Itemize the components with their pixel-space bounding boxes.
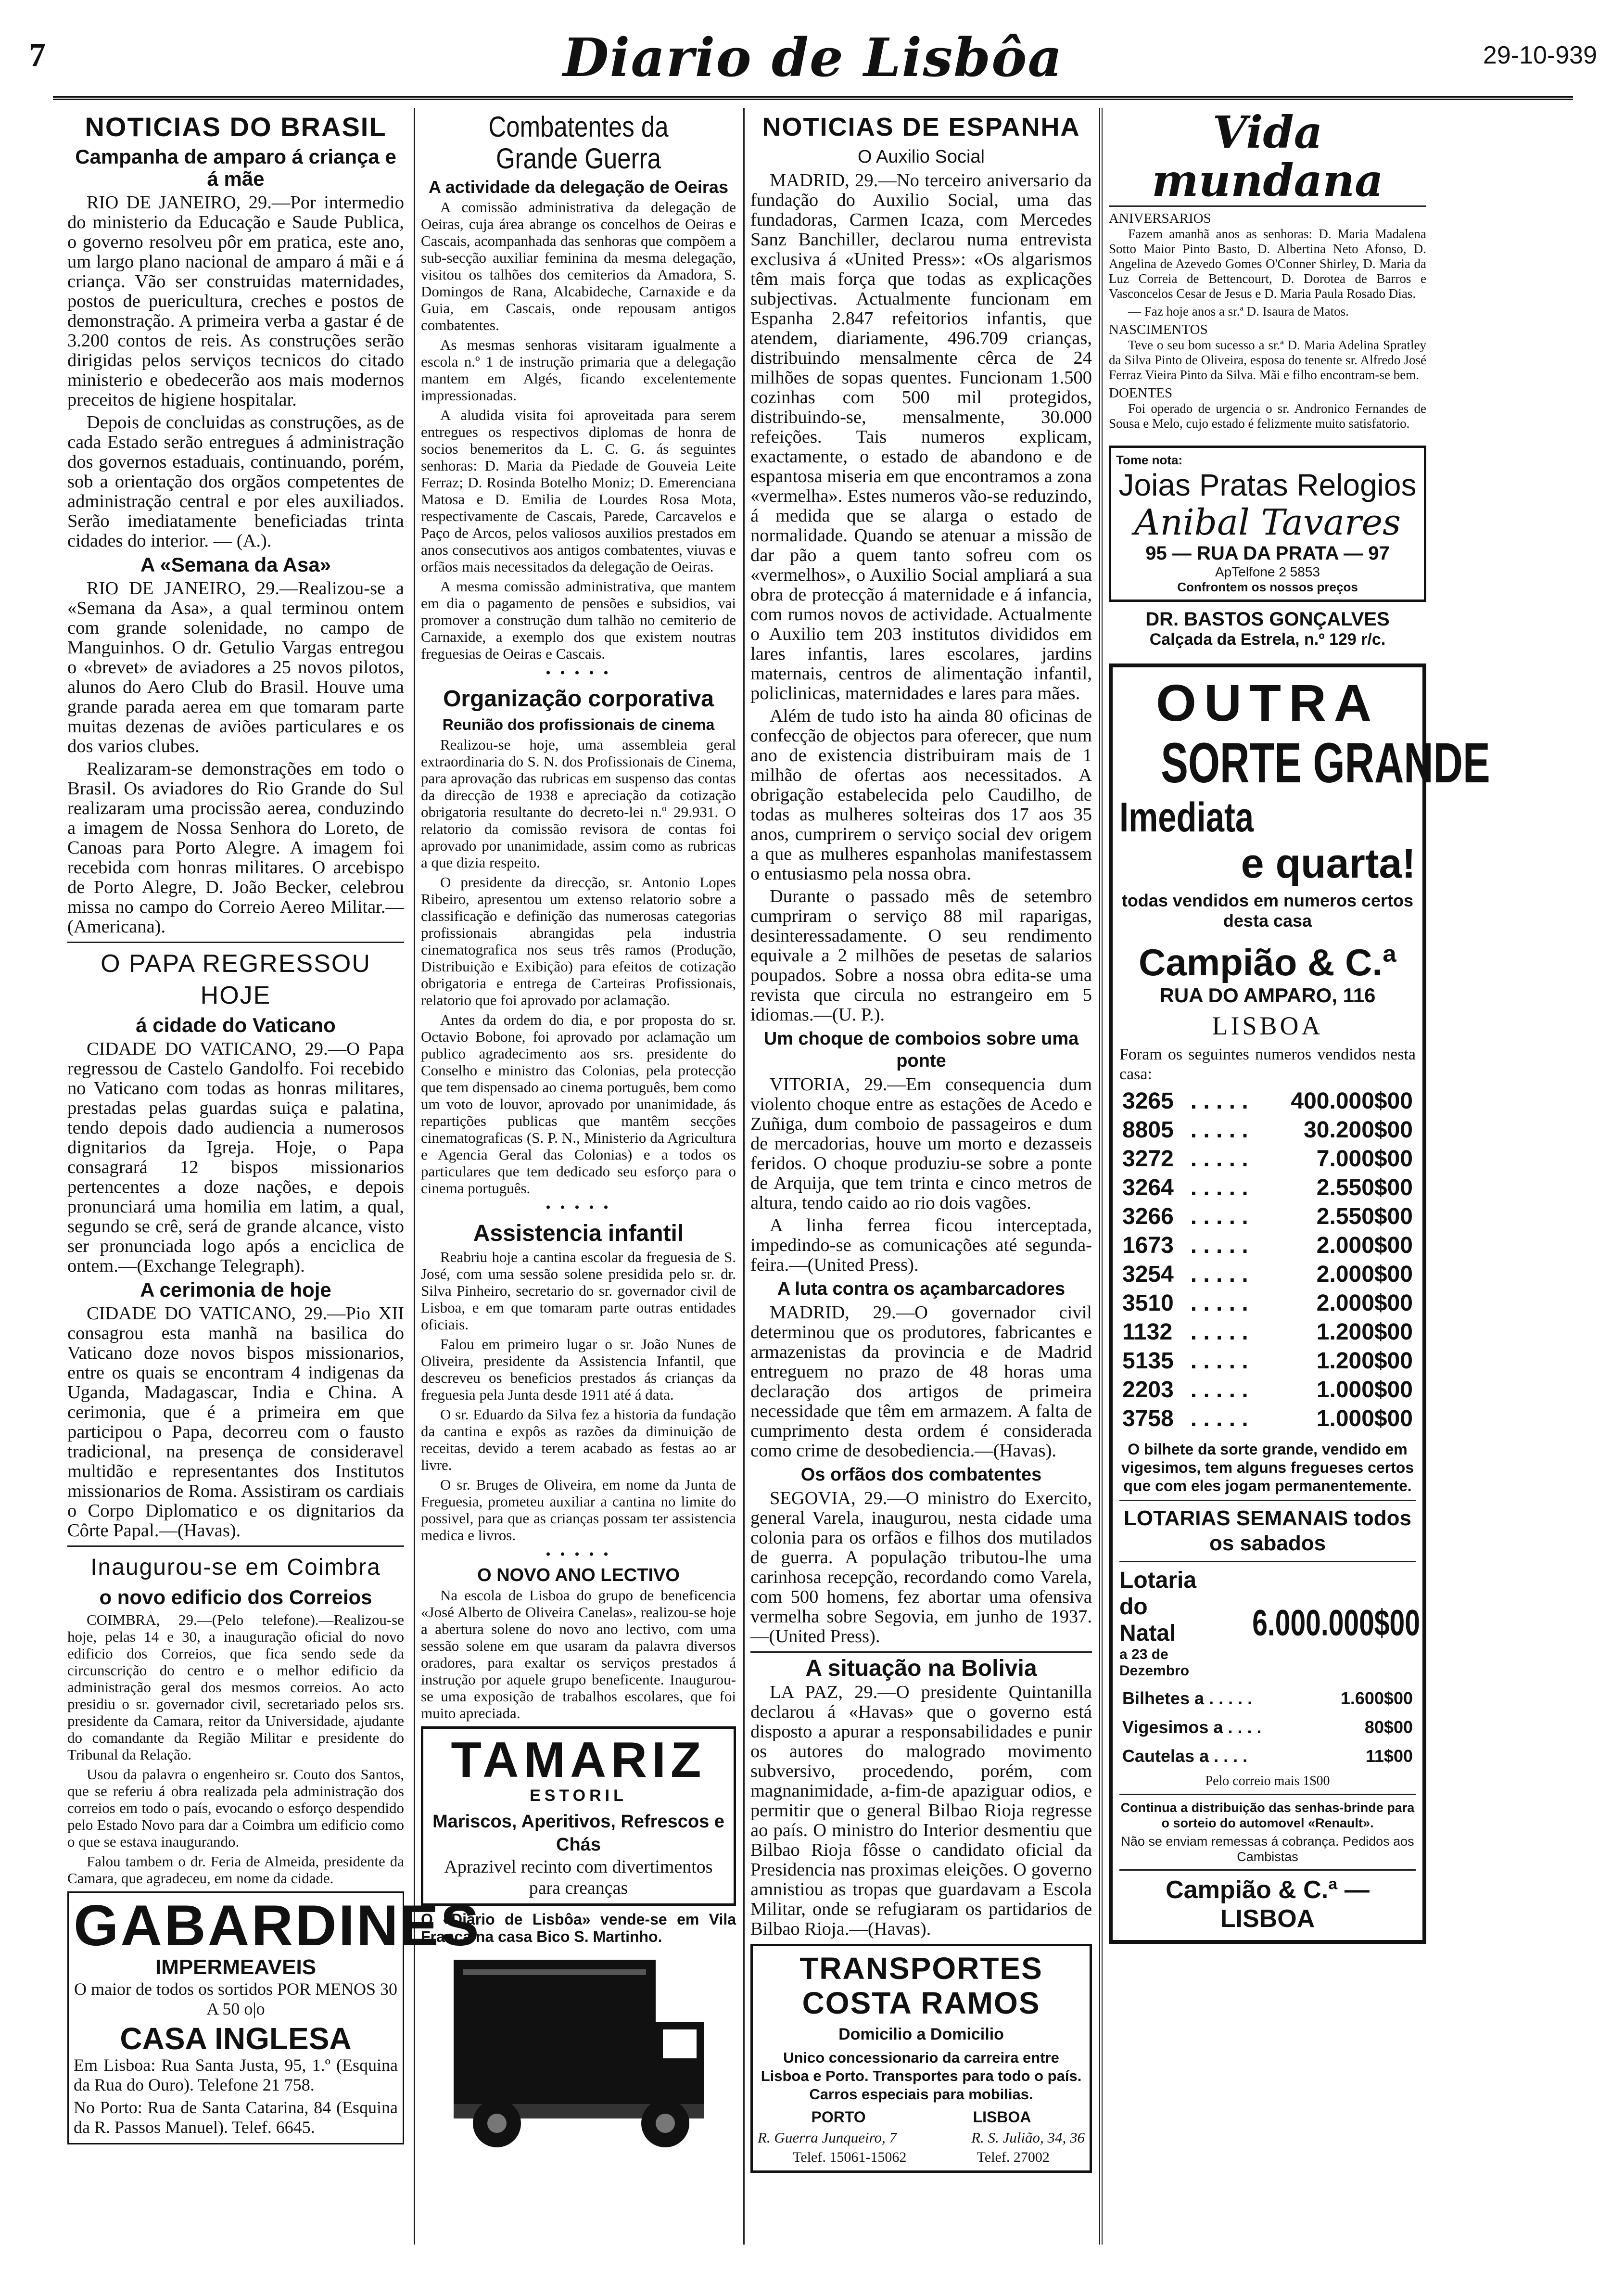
column-3 (750, 108, 1092, 2245)
subhead-brasil: Campanha de amparo á criança e á mãe (75, 145, 396, 190)
subhead-luta: A luta contra os açambarcadores (777, 1279, 1066, 1299)
ad-campiao-city: LISBOA (1212, 1011, 1323, 1040)
winning-prize: 1.000$00 (1316, 1377, 1413, 1403)
article-text: MADRID, 29.—O governador civil determinou que os produtores, fabricantes e armazenistas da provincia e de Madrid entreguem no prazo de 48 horas uma declaração dos artigos de primeira necessidade que têm em armazem. A falta de cumprimento desta ordem é considerada como crime de desobediencia.—(Havas). (750, 1302, 1092, 1461)
ad-outra: OUTRA (1156, 674, 1379, 732)
headline-vida-mundana: Vida mundana (1152, 106, 1383, 206)
winning-prize: 1.200$00 (1316, 1348, 1413, 1374)
winning-number-row (1119, 1202, 1416, 1231)
ad-nao: Não se enviam remessas á cobrança. Pedidos aos Cambistas (1121, 1834, 1414, 1864)
ad-continua: Continua a distribuição das senhas-brinde para o sorteio do automovel «Renault». (1120, 1800, 1415, 1830)
leader-dots: . . . . . (1190, 1088, 1248, 1114)
headline-brasil: NOTICIAS DO BRASIL (85, 112, 387, 142)
ad-joias-addr: 95 — RUA DA PRATA — 97 (1145, 543, 1390, 564)
headline-papa: O PAPA REGRESSOU HOJE (101, 950, 371, 1009)
article-text: Na escola de Lisboa do grupo de beneficencia «José Alberto de Oliveira Canelas», realizou-se hoje a abertura solene do novo ano lectivo, com uma sessão solene em que usaram da palavra diversos oradores, para exaltar os serviços prestados á instrução por aquele grupo beneficente. Inaugurou-se uma exposição de trabalhos escolares, que foi muito apreciada. (421, 1587, 736, 1722)
winning-number: 8805 (1122, 1117, 1174, 1143)
article-text: COIMBRA, 29.—(Pelo telefone).—Realizou-se hoje, pelas 14 e 30, a inauguração oficial do novo edificio dos Correios, que fica sendo sede da circunscrição do centro e o melhor edificio da administração geral dos mesmos correios. Ao acto presidiu o sr. governador civil, secretariado pelos srs. presidente da Camara, reitor da Universidade, ajudante do comandante da Região Militar e presidente do Tribunal da Relação. (67, 1611, 404, 1763)
winning-prize: 2.000$00 (1316, 1233, 1413, 1258)
subhead-organizacao: Reunião dos profissionais de cinema (442, 716, 715, 733)
ad-quarta: e quarta! (1241, 841, 1416, 887)
article-text: SEGOVIA, 29.—O ministro do Exercito, general Varela, inaugurou, nesta cidade uma colonia para os orfãos e filhos dos mutilados de guerra. A população tributou-lhe uma carinhosa recepção, recordando como Varela, com 500 homens, fez abortar uma ofensiva vermelha sobre Segovia, em junho de 1937.—(United Press). (750, 1488, 1092, 1646)
leader-dots: . . . . . (1190, 1204, 1248, 1229)
leader-dots: . . . . . (1190, 1348, 1248, 1374)
winning-prize: 400.000$00 (1291, 1088, 1413, 1114)
winning-number-row (1119, 1145, 1416, 1174)
winning-number: 3510 (1122, 1290, 1174, 1316)
headline-assistencia: Assistencia infantil (473, 1221, 684, 1246)
ad-lotarias-semanais: LOTARIAS SEMANAIS todos os sabados (1123, 1506, 1412, 1555)
leader-dots: . . . . . (1190, 1377, 1248, 1403)
ad-gabardines-shop: CASA INGLESA (120, 2021, 352, 2056)
price-value: 11$00 (1365, 1746, 1413, 1766)
winning-number-row (1119, 1260, 1416, 1289)
subhead-coimbra: o novo edificio dos Correios (99, 1586, 372, 1608)
winning-prize: 7.000$00 (1316, 1146, 1413, 1172)
ad-natal-date: a 23 de Dezembro (1119, 1646, 1190, 1679)
article-text: Depois de concluidas as construções, as de cada Estado serão entregues á administração dos governos estaduais, continuando, porém, sob a orientação dos orgãos competentes de administração central e por eles auxiliados. Serão imediatamente beneficiadas trinta cidades do interior. — (A.). (67, 412, 404, 551)
winning-number-row (1119, 1087, 1416, 1116)
ad-tamariz-line1: Mariscos, Aperitivos, Refrescos e Chás (432, 1812, 724, 1855)
price-label: Bilhetes a . . . . . (1122, 1688, 1253, 1708)
subhead-espanha: O Auxilio Social (857, 147, 985, 167)
ad-imediata: Imediata (1119, 794, 1254, 841)
ad-sorte-grande: SORTE GRANDE (1161, 731, 1490, 795)
ad-doctor-addr: Calçada da Estrela, n.º 129 r/c. (1149, 630, 1386, 649)
divider (1119, 1500, 1416, 1501)
article-text: Falou em primeiro lugar o sr. João Nunes de Oliveira, presidente da Assistencia Infantil, que descreveu os beneficios prestados ás crianças da freguesia pela Junta desde 1911 até á data. (421, 1336, 736, 1403)
article-text: A aludida visita foi aproveitada para serem entregues os respectivos diplomas de honra de socios benemeritos da L. C. G. ás seguintes senhoras: D. Maria da Piedade de Gouveia Leite Ferraz; D. Rosinda Botelho Moniz; D. Emerenciana Matosa e D. Emilia de Lourdes Rosa Mota, respectivamente de Cascais, Parede, Carcavelos e Paço de Arcos, pelos valiosos auxilios prestados em anos consecutivos aos antigos combatentes, viuvas e orfãos mais necessitados da delegação de Oeiras. (421, 407, 736, 575)
issue-date: 29-10-939 (1483, 41, 1597, 69)
article-text: A mesma comissão administrativa, que mantem em dia o pagamento de pensões e subsidios, vai promover a construção dum talhão no cemiterio de Carnaxide, a exemplo dos que existem noutras freguesias de Oeiras e Cascais. (421, 578, 736, 662)
divider (67, 1545, 404, 1547)
article-text: CIDADE DO VATICANO, 29.—O Papa regressou de Castelo Gandolfo. Foi recebido no Vaticano com todas as honras militares, prestadas pelas guardas suiça e palatina, tendo depois dado audiencia a numerosos dignitarios da Igreja. Hoje, o Papa consagrará 12 bispos missionarios pertencentes a doze nações, e depois pronunciará uma homilia em latim, a qual, segundo se crê, será de grande alcance, visto ser pronunciada logo após a enciclica de ontem.—(Exchange Telegraph). (67, 1039, 404, 1276)
price-row (1119, 1684, 1416, 1713)
ad-natal-value: 6.000.000$00 (1252, 1603, 1420, 1644)
divider (750, 1651, 1092, 1653)
winning-prize: 2.550$00 (1316, 1175, 1413, 1200)
subhead-asa: A «Semana da Asa» (140, 553, 331, 576)
article-text: Falou tambem o dr. Feria de Almeida, presidente da Camara, que agradeceu, em nome da cidade. (67, 1853, 404, 1887)
leader-dots: . . . . . (1190, 1175, 1248, 1200)
page-header (29, 26, 1597, 94)
winning-number: 3264 (1122, 1175, 1174, 1200)
article-text: O sr. Eduardo da Silva fez a historia da fundação da cantina e expôs as razões da diminuição de receitas, devido a terem acabado as festas ao ar livre. (421, 1406, 736, 1473)
leader-dots: . . . . . (1190, 1319, 1248, 1345)
ornament-divider: • • • • • (546, 1199, 611, 1215)
winning-number-row (1119, 1116, 1416, 1145)
ad-natal-label: Lotaria do Natal (1119, 1568, 1197, 1646)
article-text: RIO DE JANEIRO, 29.—Por intermedio do ministerio da Educação e Saude Publica, o governo resolveu pôr em pratica, este ano, um largo plano nacional de amparo á mãi e á criança. Vão ser construidas maternidades, postos de puericultura, creches e postos de demonstração. A primeira verba a gastar é de 3.200 contos de reis. As construções serão dirigidas pelos serviços tecnicos do citado ministerio e obedecerão aos mais modernos preceitos de higiene hospitalar. (67, 192, 404, 410)
ad-gabardines-text: O maior de todos os sortidos POR MENOS 30 A 50 o|o (74, 1979, 398, 2018)
article-text: Antes da ordem do dia, e por proposta do sr. Octavio Bobone, foi aprovado por aclamação um publico agradecimento aos srs. presidente do Conselho e ministro das Colonias, pela protecção que tem dispensado ao cinema português, bem como um voto de louvor, aprovado por unanimidade, ás repartições publicas que mantêm secções cinematograficas (S. P. N., Ministerio da Agricultura e Agencia Geral das Colonias) e a todos os particulares que tem dedicado seu esforço para o cinema português. (421, 1011, 736, 1197)
price-value: 80$00 (1364, 1717, 1413, 1737)
headline-lectivo: O NOVO ANO LECTIVO (477, 1565, 680, 1585)
ad-joias-tag: Tome nota: (1116, 453, 1183, 467)
headline-bolivia: A situação na Bolivia (805, 1656, 1037, 1681)
ad-joias-note: Confrontem os nossos preços (1177, 580, 1358, 594)
headline-espanha: NOTICIAS DE ESPANHA (762, 113, 1080, 141)
winning-number: 2203 (1122, 1377, 1174, 1403)
ad-campiao-name: Campião & C.ª (1139, 941, 1396, 983)
article-text: Realizou-se hoje, uma assembleia geral extraordinaria do S. N. dos Profissionais de Cinema, para aprovação das rubricas em suspenso das contas da direcção de 1938 e apreciação da cotização obrigatoria resultante do decreto-lei n.º 29.931. O relatorio da comissão revisora de contas foi aprovado por unanimidade, assim como as rubricas a que dizia respeito. (421, 736, 736, 871)
ad-joias-name: Anibal Tavares (1134, 502, 1401, 543)
subhead-cerimonia: A cerimonia de hoje (140, 1278, 331, 1301)
column-2 (421, 108, 736, 2245)
leader-dots: . . . . . (1190, 1406, 1248, 1431)
winning-number-row (1119, 1231, 1416, 1260)
ad-doctor-name: DR. BASTOS GONÇALVES (1145, 609, 1390, 630)
article-text: LA PAZ, 29.—O presidente Quintanilla declarou á «Havas» que o governo está disposto a apurar a responsabilidades e punir os autores do malogrado movimento subversivo, procedendo, porém, com magnanimidade, a-fim-de apaziguar odios, e permitir que o general Bilbao Rioja regresse ao país. O ministro do Interior desmentiu que Bilbao Rioja fôsse o candidato oficial da Presidencia nas proximas eleições. O governo amnistiou as tropas que guardavam a Escola Militar, onde se refugiaram os partidarios de Bilbao Rioja.—(Havas). (750, 1682, 1092, 1939)
winning-prize: 1.200$00 (1316, 1319, 1413, 1345)
ad-campiao (1109, 664, 1490, 1944)
divider (67, 942, 404, 943)
vm-aniversarios-head: ANIVERSARIOS (1109, 211, 1211, 226)
ad-campiao-footer: Campião & C.ª — LISBOA (1166, 1876, 1370, 1933)
ad-costa-text: Unico concessionario da carreira entre Lisboa e Porto. Transportes para todo o país. Carros especiais para mobilias. (761, 2049, 1082, 2103)
article-text: VITORIA, 29.—Em consequencia dum violento choque entre as estações de Acedo e Zuñiga, dum comboio de passageiros e dum de mercadorias, houve um morto e dezasseis feridos. O choque produziu-se sobre a ponte de Arquija, que tem trinta e cinco metros de altura, tendo caido ao rio dois vagões. (750, 1074, 1092, 1213)
leader-dots: . . . . . (1190, 1233, 1248, 1258)
divider (1119, 1561, 1416, 1562)
winning-number: 1132 (1122, 1319, 1173, 1345)
winning-number-row (1119, 1376, 1416, 1404)
ad-costa-lisboa: LISBOA (973, 2108, 1031, 2126)
winning-numbers-table (1119, 1087, 1416, 1433)
ornament-divider: • • • • • (546, 665, 611, 681)
vm-nascimentos-head: NASCIMENTOS (1109, 322, 1208, 337)
vila-franca-note: O «Diario de Lisbôa» vende-se em Vila Franca na casa Bico S. Martinho. (421, 1911, 736, 1945)
ornament-divider: • • • • • (546, 1546, 611, 1562)
article-text: As mesmas senhoras visitaram igualmente a escola n.º 1 de instrução primaria que a delegação mantem em Algés, ficando excelentemente impressionadas. (421, 336, 736, 404)
price-row (1119, 1713, 1416, 1742)
vm-aniversarios-text: Fazem amanhã anos as senhoras: D. Maria Madalena Sotto Maior Pinto Basto, D. Albertina Neto Afonso, D. Angelina de Azevedo Gomes O'Conner Shirley, D. Maria da Luz Correia de Bettencourt, D. Dorotea de Barros e Vasconcelos Cesar de Jesus e D. Maria Paula Rosado Dias. (1109, 227, 1426, 301)
winning-number: 3266 (1122, 1204, 1174, 1229)
vm-nascimentos-text: Teve o seu bom sucesso a sr.ª D. Maria Adelina Spratley da Silva Pinto de Oliveira, esposa do tenente sr. Alfredo José Ferraz Vieira Pinto da Silva. Mãi e filho encontram-se bem. (1109, 338, 1426, 382)
ad-campiao-addr: RUA DO AMPARO, 116 (1159, 984, 1376, 1007)
vm-doentes-head: DOENTES (1109, 385, 1173, 401)
article-text: Realizaram-se demonstrações em todo o Brasil. Os aviadores do Rio Grande do Sul realizaram uma procissão aerea, conduzindo a imagem de Nossa Senhora do Loreto, de Canoas para Porto Alegre. A imagem foi recebida com honras militares. O arcebispo de Porto Alegre, D. João Becker, celebrou missa no campo do Correio Aereo Militar.—(Americana). (67, 759, 404, 937)
masthead: Diario de Lisbôa (563, 26, 1063, 89)
ad-vendidos: todas vendidos em numeros certos desta casa (1121, 891, 1414, 931)
ad-campiao-foram: Foram os seguintes numeros vendidos nesta casa: (1119, 1046, 1416, 1083)
price-value: 1.600$00 (1340, 1688, 1413, 1708)
ad-costa-lisboa-addr: R. S. Julião, 34, 36 (971, 2129, 1085, 2146)
winning-number-row (1119, 1289, 1416, 1318)
winning-prize: 1.000$00 (1316, 1406, 1413, 1431)
ad-costa-ramos (750, 1944, 1092, 2173)
ad-gabardines (67, 1891, 481, 2144)
ad-costa-title: TRANSPORTES COSTA RAMOS (799, 1951, 1043, 2020)
article-text: Durante o passado mês de setembro cumpriram o serviço 88 mil raparigas, desinteressadamente. O seu rendimento equivale a 2 milhões de pesetas de salarios poupados. Sobre a nossa obra edita-se uma revista que circula no estrangeiro em 5 idiomas.—(U. P.). (750, 886, 1092, 1025)
winning-number: 1673 (1122, 1233, 1174, 1258)
vm-doentes-text: Foi operado de urgencia o sr. Andronico Fernandes de Sousa e Melo, cujo estado é felizmente muito satisfatorio. (1109, 401, 1426, 431)
winning-number: 3254 (1122, 1262, 1174, 1287)
article-text: CIDADE DO VATICANO, 29.—Pio XII consagrou esta manhã na basilica do Vaticano doze novos bispos missionarios, entre os quais se encontram 4 indigenas da Uganda, Madagascar, India e China. A cerimonia, que é a primeira em que participou o Papa, decorreu com o fausto tradicional, na presença de consideravel multidão e representantes dos Institutos missionarios de Roma. Assistiram os cardiais o Corpo Diplomatico e os dignitarios da Côrte Papal.—(Havas). (67, 1303, 404, 1541)
winning-prize: 30.200$00 (1304, 1117, 1413, 1143)
article-text: O presidente da direcção, sr. Antonio Lopes Ribeiro, apresentou um extenso relatorio sobre a classificação e definição das numerosas categorias profissionais abrangidas pela industria cinematografica nos seus três ramos (Produção, Distribuição e Exibição) para efeitos de cotização obrigatoria e entrega de Carteiras Profissionais, relatorio que foi aprovado por aclamação. (421, 874, 736, 1008)
price-row (1119, 1742, 1416, 1771)
article-text: Além de tudo isto ha ainda 80 oficinas de confecção de objectos para oferecer, que num ano de existencia distribuiram mais de 1 milhão de ofertas aos necessitados. A obrigação estabelecida pelo Caudilho, de todas as mulheres solteiras dos 17 aos 35 anos, cumprirem o serviço social dev origem a que as mulheres espanholas manifestassem o entusiasmo pela nossa obra. (750, 706, 1092, 884)
winning-prize: 2.000$00 (1316, 1262, 1413, 1287)
winning-prize: 2.000$00 (1316, 1290, 1413, 1316)
ad-tamariz-line2: Aprazivel recinto com divertimentos para creanças (444, 1857, 713, 1898)
winning-prize: 2.550$00 (1316, 1204, 1413, 1229)
page-number: 7 (29, 37, 46, 74)
divider (1119, 1794, 1416, 1795)
column-1 (67, 108, 481, 2245)
ad-gabardines-lisboa: Em Lisboa: Rua Santa Justa, 95, 1.º (Esquina da Rua do Ouro). Telefone 21 758. (74, 2055, 398, 2094)
headline-coimbra: Inaugurou-se em Coimbra (90, 1555, 381, 1580)
ad-correio: Pelo correio mais 1$00 (1205, 1774, 1330, 1788)
ad-bilhete-note: O bilhete da sorte grande, vendido em vigesimos, tem alguns fregueses certos que com eles jogam permanentemente. (1121, 1441, 1414, 1494)
article-text: MADRID, 29.—No terceiro aniversario da fundação do Auxilio Social, uma das fundadoras, Carmen Icaza, com Mercedes Sanz Banchiller, declarou numa entrevista exclusiva á «United Press»: «Os algarismos têm mais força que todas as explicações subjectivas. Actualmente funcionam em Espanha 2.847 refeitorios infantis, que atendem, diariamente, 496.709 crianças, distribuindo mensalmente cêrca de 24 milhões de sopas quentes. Funcionam 1.500 cozinhas com 500 mil protegidos, distribuindo-se, mensalmente, 30.000 refeições. Tais numeros explicam, exactamente, o estado de abandono e de espantosa miseria em que encontramos a zona «vermelha». Estes numeros vão-se reduzindo, á medida que se alarga o estado de normalidade. Quando se atenuar a missão de dar pão a quem tanto sofreu com os «vermelhos», o Auxilio Social ampliará a sua obra de protecção á maternidade e á infancia, com rumos novos de actividade. Actualmente o Auxilio tem 203 institutos divididos em lares infantis, lares escolares, jardins maternais, centros de alimentação infantil, policlinicas, maternidades e lares para mães. (750, 170, 1092, 703)
ad-gabardines-sub: IMPERMEAVEIS (155, 1955, 317, 1979)
divider (1119, 1869, 1416, 1871)
column-rule (743, 108, 745, 2245)
article-text: A linha ferrea ficou interceptada, impedindo-se as comunicações até segunda-feira.—(United Press). (750, 1215, 1092, 1275)
subhead-combatentes: A actividade da delegação de Oeiras (429, 177, 728, 197)
ad-gabardines-title: GABARDINES (74, 1893, 481, 1958)
winning-number: 3758 (1122, 1406, 1174, 1431)
winning-number: 3272 (1122, 1146, 1174, 1172)
winning-number-row (1119, 1318, 1416, 1347)
price-label: Cautelas a . . . . (1122, 1746, 1248, 1766)
price-label: Vigesimos a . . . . (1122, 1717, 1262, 1737)
ad-tamariz-place: ESTORIL (530, 1786, 627, 1805)
article-text: O sr. Bruges de Oliveira, em nome da Junta de Freguesia, prometeu auxiliar a cantina no limite do possivel, para que as crianças possam ter assistencia medica e livros. (421, 1476, 736, 1544)
ad-tamariz (421, 1726, 736, 1906)
ad-anibal-tavares (1109, 446, 1426, 602)
headline-organizacao: Organização corporativa (443, 686, 714, 712)
leader-dots: . . . . . (1190, 1146, 1248, 1172)
winning-number-row (1119, 1404, 1416, 1433)
ad-tamariz-title: TAMARIZ (451, 1732, 706, 1788)
leader-dots: . . . . . (1190, 1262, 1248, 1287)
winning-number: 5135 (1122, 1348, 1174, 1374)
column-rule (1099, 108, 1103, 2245)
vm-aniversarios-text: — Faz hoje anos a sr.ª D. Isaura de Matos. (1128, 304, 1349, 319)
truck-illustration (444, 1950, 713, 2157)
subhead-choque: Um choque de comboios sobre uma ponte (763, 1029, 1079, 1071)
leader-dots: . . . . . (1190, 1290, 1248, 1316)
column-4 (1109, 106, 1490, 2245)
winning-number: 3265 (1122, 1088, 1174, 1114)
subhead-papa: á cidade do Vaticano (136, 1014, 336, 1036)
ad-joias-title: Joias Pratas Relogios (1118, 468, 1417, 502)
article-text: Reabriu hoje a cantina escolar da freguesia de S. José, com uma sessão solene presidida pelo sr. dr. Silva Pinheiro, secretario do sr. governador civil de Lisboa, e em que tomaram parte outras entidades oficiais. (421, 1249, 736, 1333)
ad-gabardines-porto: No Porto: Rua de Santa Catarina, 84 (Esquina da R. Passos Manuel). Telef. 6645. (74, 2098, 398, 2137)
headline-combatentes: Combatentes da Grande Guerra (488, 111, 669, 175)
leader-dots: . . . . . (1190, 1117, 1248, 1143)
ad-joias-tel: ApTelfone 2 5853 (1215, 564, 1320, 579)
ad-costa-porto-tel: Telef. 15061-15062 (793, 2149, 907, 2165)
article-text: Usou da palavra o engenheiro sr. Couto dos Santos, que se referiu á obra realizada pela administração dos correios em todo o país, evocando o esforço despendido pelo Estado Novo para dar a Coimbra um edificio como o que se estava inaugurando. (67, 1766, 404, 1850)
subhead-orfaos: Os orfãos dos combatentes (800, 1465, 1042, 1485)
ad-costa-lisboa-tel: Telef. 27002 (977, 2149, 1050, 2165)
ad-costa-porto: PORTO (811, 2108, 866, 2126)
article-text: RIO DE JANEIRO, 29.—Realizou-se a «Semana da Asa», a qual terminou ontem com grande solenidade, no campo de Manguinhos. O dr. Getulio Vargas entregou o «brevet» de aviadores a 25 novos pilotos, alunos do Aero Club do Brasil. Houve uma grande parada aerea em que tomaram parte muitas dezenas de aviões particulares e os dos varios clubes. (67, 578, 404, 756)
ad-costa-sub: Domicilio a Domicilio (838, 2025, 1004, 2043)
article-text: A comissão administrativa da delegação de Oeiras, cuja área abrange os concelhos de Oeiras e Cascais, acompanhada das senhoras que compõem a sub-secção auxiliar feminina da mesma delegação, visitou os talhões dos cemiterios da Amadora, S. Domingos de Rana, Alcabideche, Carnaxide e da Guia, em Cascais, onde repousam antigos combatentes. (421, 199, 736, 333)
winning-number-row (1119, 1174, 1416, 1202)
lottery-prices-table (1119, 1684, 1416, 1771)
winning-number-row (1119, 1347, 1416, 1376)
ad-costa-porto-addr: R. Guerra Junqueiro, 7 (758, 2129, 897, 2146)
